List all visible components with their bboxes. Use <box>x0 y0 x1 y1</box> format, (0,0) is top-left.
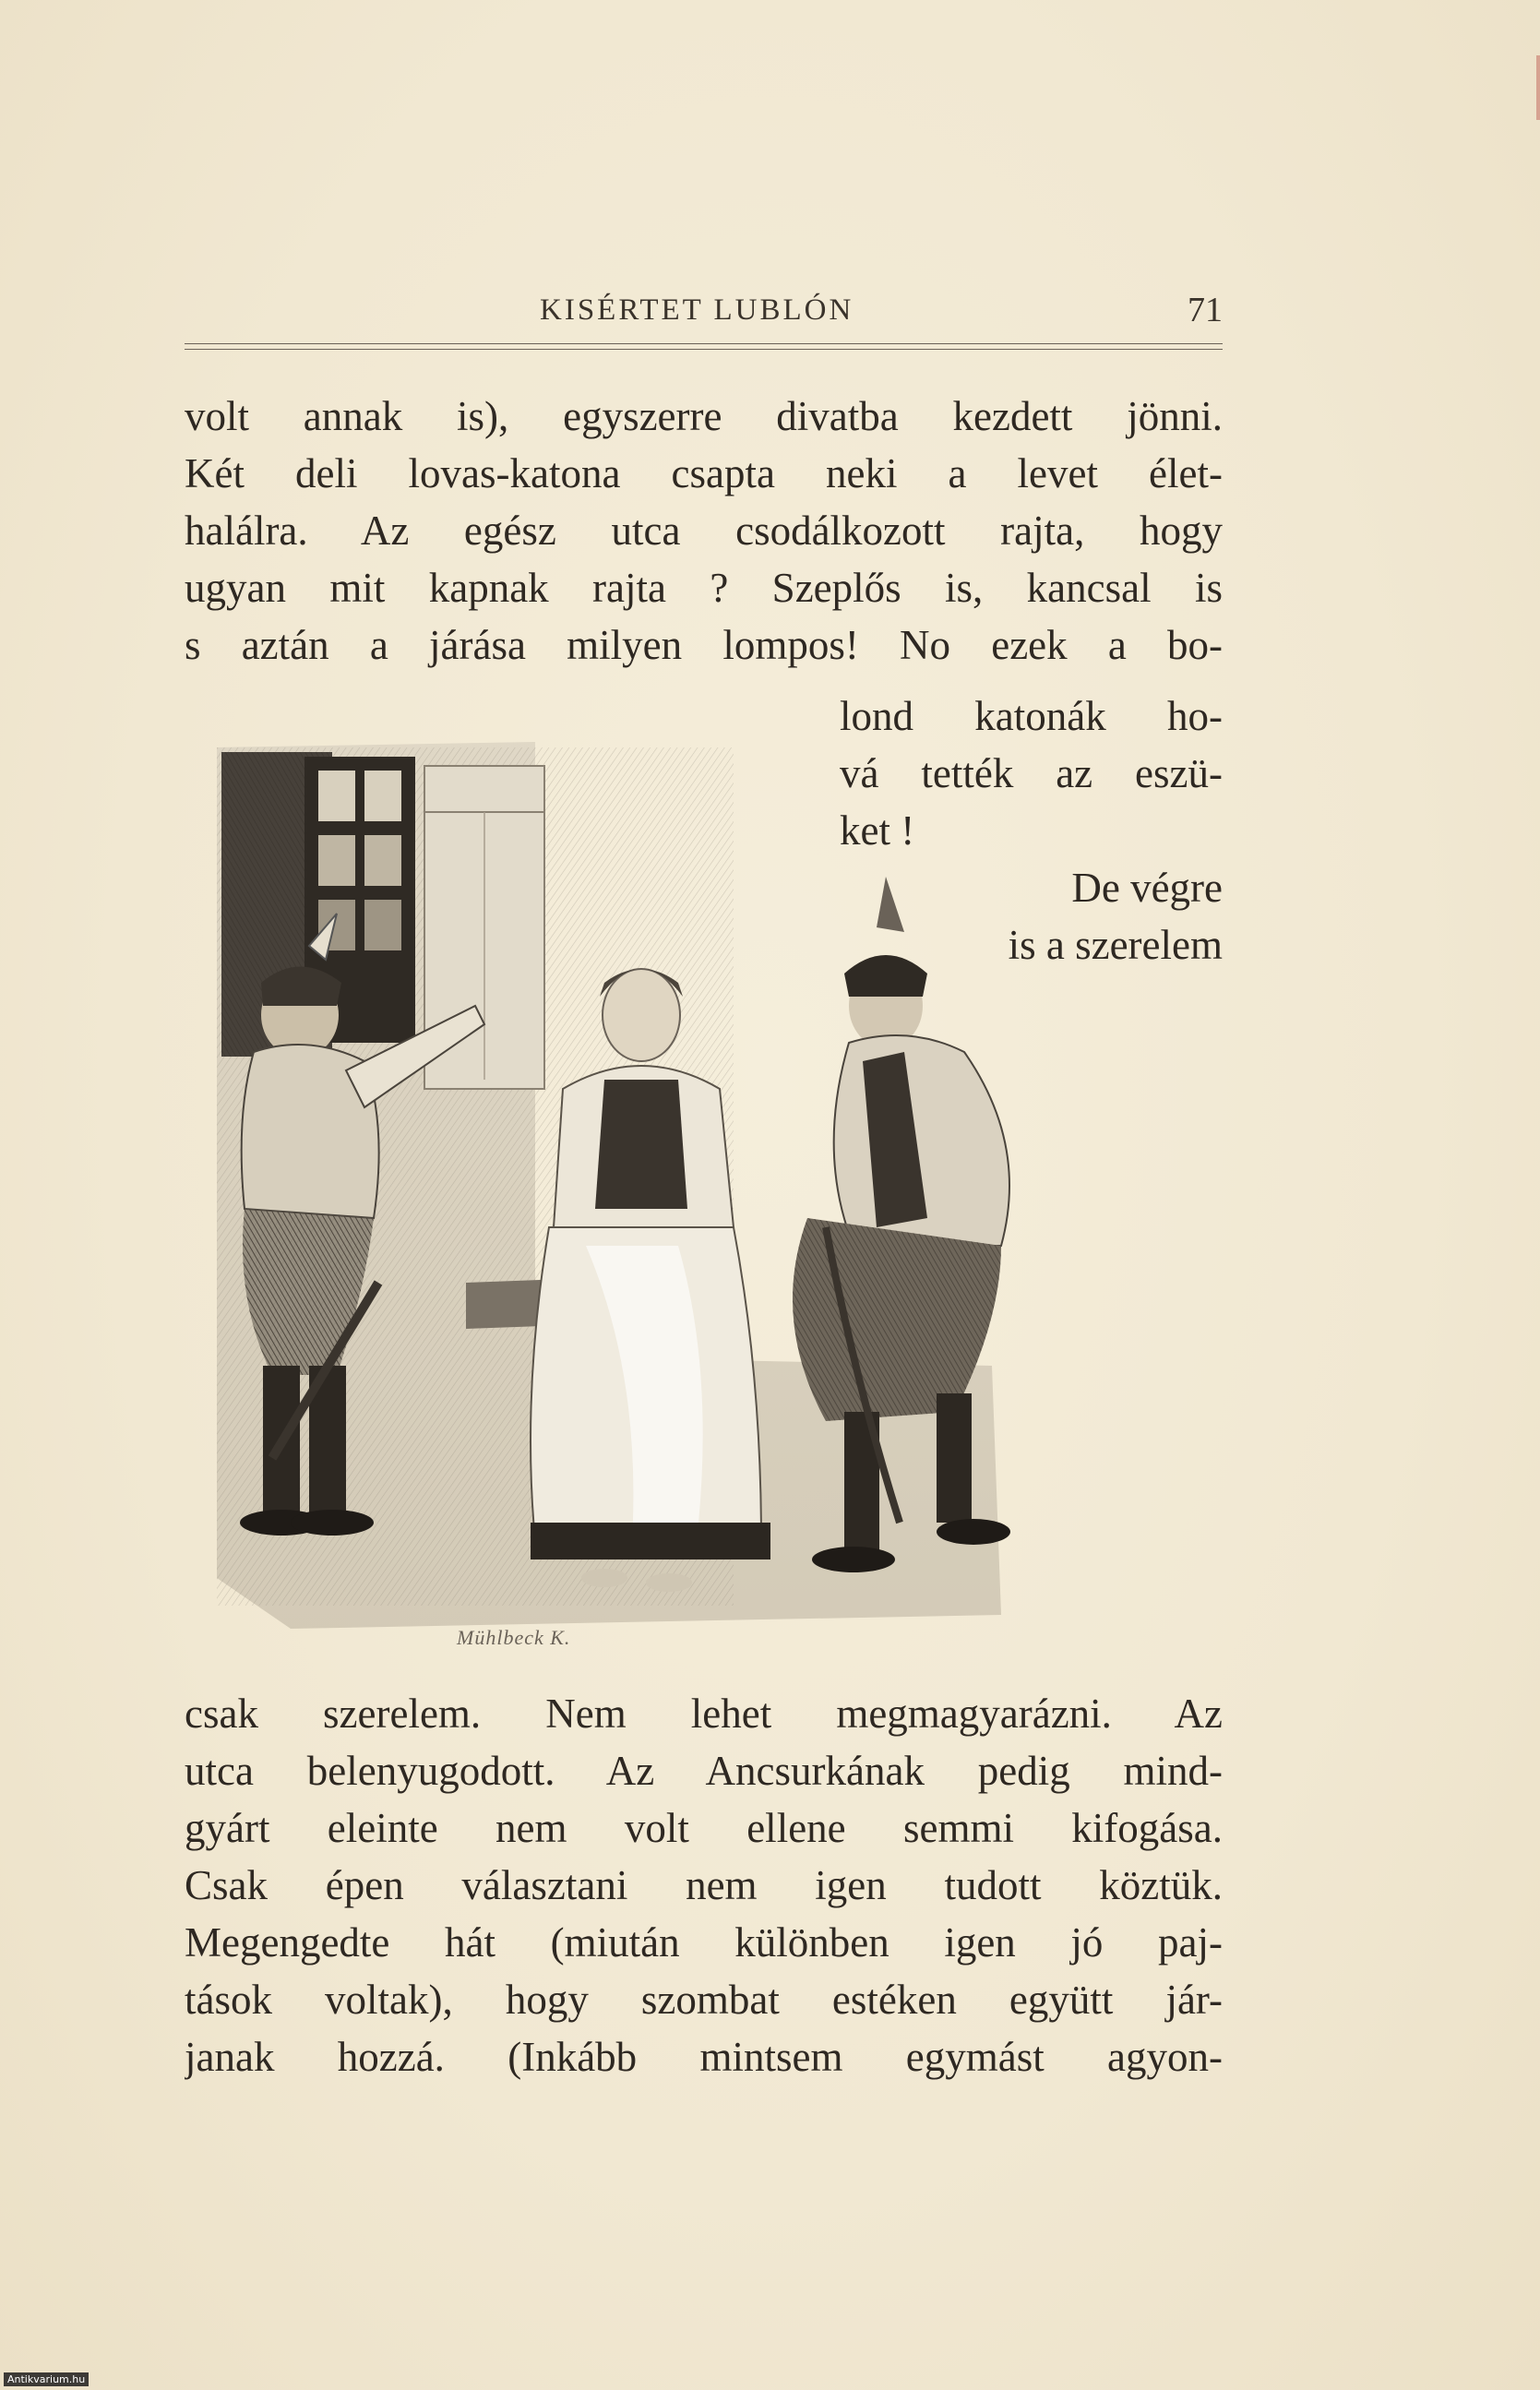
text-line: is a szerelem <box>1008 922 1223 968</box>
text-line: volt annak is), egyszerre divatba kezdett jönni. <box>185 393 1223 439</box>
text-line: ugyan mit kapnak rajta ? Szeplős is, kancsal is <box>185 565 1223 611</box>
text-line: lond katonák ho- <box>840 693 1223 739</box>
header-double-rule <box>185 343 1223 350</box>
text-line: Csak épen választani nem igen tudott köztük. <box>185 1862 1223 1908</box>
watermark-badge: Antikvarium.hu <box>4 2372 89 2386</box>
paragraph-bottom <box>185 1685 1223 2085</box>
running-head <box>185 288 1223 334</box>
text-line: tások voltak), hogy szombat estéken együtt jár- <box>185 1977 1223 2023</box>
text-line: utca belenyugodott. Az Ancsurkának pedig mind- <box>185 1748 1223 1794</box>
text-line: gyárt eleinte nem volt ellene semmi kifogása. <box>185 1805 1223 1851</box>
paragraph-top <box>185 388 1223 674</box>
text-line: janak hozzá. (Inkább mintsem egymást agyon- <box>185 2034 1223 2080</box>
text-line: csak szerelem. Nem lehet megmagyarázni. Az <box>185 1691 1223 1737</box>
text-line: De végre <box>1071 865 1223 911</box>
text-line: Megengedte hát (miután különben igen jó paj- <box>185 1919 1223 1966</box>
illustrator-signature: Mühlbeck K. <box>457 1626 571 1649</box>
text-line: vá tették az eszü- <box>840 750 1223 796</box>
running-title: KISÉRTET LUBLÓN <box>540 293 854 327</box>
text-line: Két deli lovas-katona csapta neki a levet élet- <box>185 450 1223 496</box>
text-line: halálra. Az egész utca csodálkozott rajta, hogy <box>185 508 1223 554</box>
engraving-illustration <box>217 729 1213 1661</box>
text-line: ket ! <box>840 807 915 854</box>
text-line: s aztán a járása milyen lompos! No ezek a bo- <box>185 622 1223 668</box>
page-edge-mark <box>1536 55 1540 120</box>
illustration-figure <box>217 729 1213 1661</box>
page-number: 71 <box>1188 291 1223 329</box>
